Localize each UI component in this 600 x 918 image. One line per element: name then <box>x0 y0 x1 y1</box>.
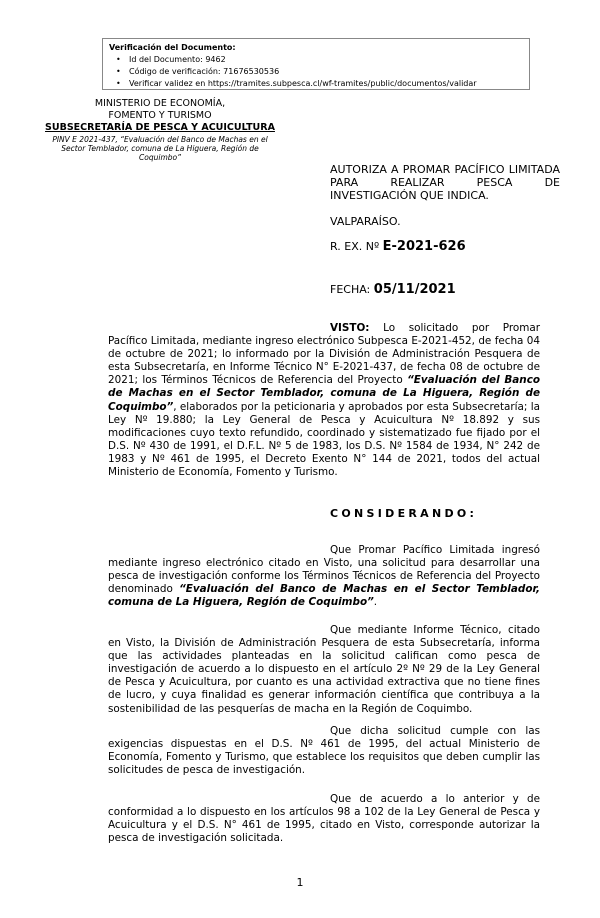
considerando-2: Que mediante Informe Técnico, citado en Visto, la División de Administración Pesquera de esta Subsecretaría, informa que las actividades planteadas en la solicitud califican como pesca de investigación de acuerdo a lo dispuesto en el artículo 2º Nº 29 de la Ley General de Pesca y Acuicultura, por cuanto es una actividad extractiva que no tiene fines de lucro, y cuya finalidad es generar información científica que contribuya a la sostenibilidad de las pesquerías de macha en la Región de Coquimbo. <box>108 624 540 715</box>
verification-list <box>109 54 523 90</box>
ministry-header <box>40 98 280 162</box>
fecha-label: FECHA: <box>330 283 371 296</box>
city-line: VALPARAÍSO. <box>330 215 401 228</box>
verification-box <box>102 38 530 90</box>
verification-code: • Código de verificación: 71676530536 <box>129 66 523 78</box>
considerando-1: Que Promar Pacífico Limitada ingresó mediante ingreso electrónico citado en Visto, una solicitud para desarrollar una pesca de investigación conforme los Términos Técnicos de Referencia del Proyecto denominado “Evaluación del Banco de Machas en el Sector Temblador, comuna de La Higuera, Región de Coquimbo”. <box>108 544 540 609</box>
page-number: 1 <box>296 876 304 889</box>
considerando-3: Que dicha solicitud cumple con las exigencias dispuestas en el D.S. Nº 461 de 1995, del actual Ministerio de Economía, Fomento y Turismo, que establece los requisitos que deben cumplir las solicitudes de pesca de investigación. <box>108 725 540 777</box>
pinv-reference: PINV E 2021-437, “Evaluación del Banco de Machas en el Sector Temblador, comuna de La Higuera, Región de Coquimbo” <box>52 135 268 162</box>
resolution-number <box>330 240 560 253</box>
resolution-date <box>330 283 560 296</box>
ministry-line-2: FOMENTO Y TURISMO <box>108 110 212 121</box>
subsecretaria-name: SUBSECRETARÍA DE PESCA Y ACUICULTURA <box>45 122 275 133</box>
fecha-value: 05/11/2021 <box>373 282 456 297</box>
ministry-line-1: MINISTERIO DE ECONOMÍA, <box>94 98 226 109</box>
considerando-project-title: “Evaluación del Banco de Machas en el Sector Temblador, comuna de La Higuera, Región de Coquimbo” <box>108 583 540 609</box>
verification-id: • Id del Documento: 9462 <box>129 54 523 66</box>
considerando-heading: CONSIDERANDO: <box>330 507 478 520</box>
verification-title: Verificación del Documento: <box>109 43 236 52</box>
verification-url: • Verificar validez en https://tramites.subpesca.cl/wf-tramites/public/documentos/validar <box>129 78 523 90</box>
rex-label: R. EX. Nº <box>330 240 380 253</box>
visto-label: VISTO: <box>330 322 370 334</box>
authorization-summary: AUTORIZA A PROMAR PACÍFICO LIMITADA PARA REALIZAR PESCA DE INVESTIGACIÓN QUE INDICA. <box>330 163 560 202</box>
visto-project-title: “Evaluación del Banco de Machas en el Sector Temblador, comuna de La Higuera, Región de Coquimbo” <box>108 374 540 413</box>
visto-paragraph: VISTO: Lo solicitado por Promar Pacífico Limitada, mediante ingreso electrónico Subpesca E-2021-452, de fecha 04 de octubre de 2021; lo informado por la División de Administración Pesquera de esta Subsecretaría, en Informe Técnico N° E-2021-437, de fecha 08 de octubre de 2021; los Términos Técnicos de Referencia del Proyecto “Evaluación del Banco de Machas en el Sector Temblador, comuna de La Higuera, Región de Coquimbo”, elaborados por la peticionaria y aprobados por esta Subsecretaría; la Ley Nº 19.880; la Ley General de Pesca y Acuicultura Nº 18.892 y sus modificaciones cuyo texto refundido, coordinado y sistematizado fue fijado por el D.S. Nº 430 de 1991, el D.F.L. Nº 5 de 1983, los D.S. Nº 1584 de 1934, N° 242 de 1983 y Nº 461 de 1995, el Decreto Exento N° 144 de 2021, todos del actual Ministerio de Economía, Fomento y Turismo. <box>108 322 540 479</box>
rex-number: E-2021-626 <box>382 239 466 254</box>
considerando-4: Que de acuerdo a lo anterior y de conformidad a lo dispuesto en los artículos 98 a 102 de la Ley General de Pesca y Acuicultura y el D.S. N° 461 de 1995, citado en Visto, corresponde autorizar la pesca de investigación solicitada. <box>108 793 540 845</box>
